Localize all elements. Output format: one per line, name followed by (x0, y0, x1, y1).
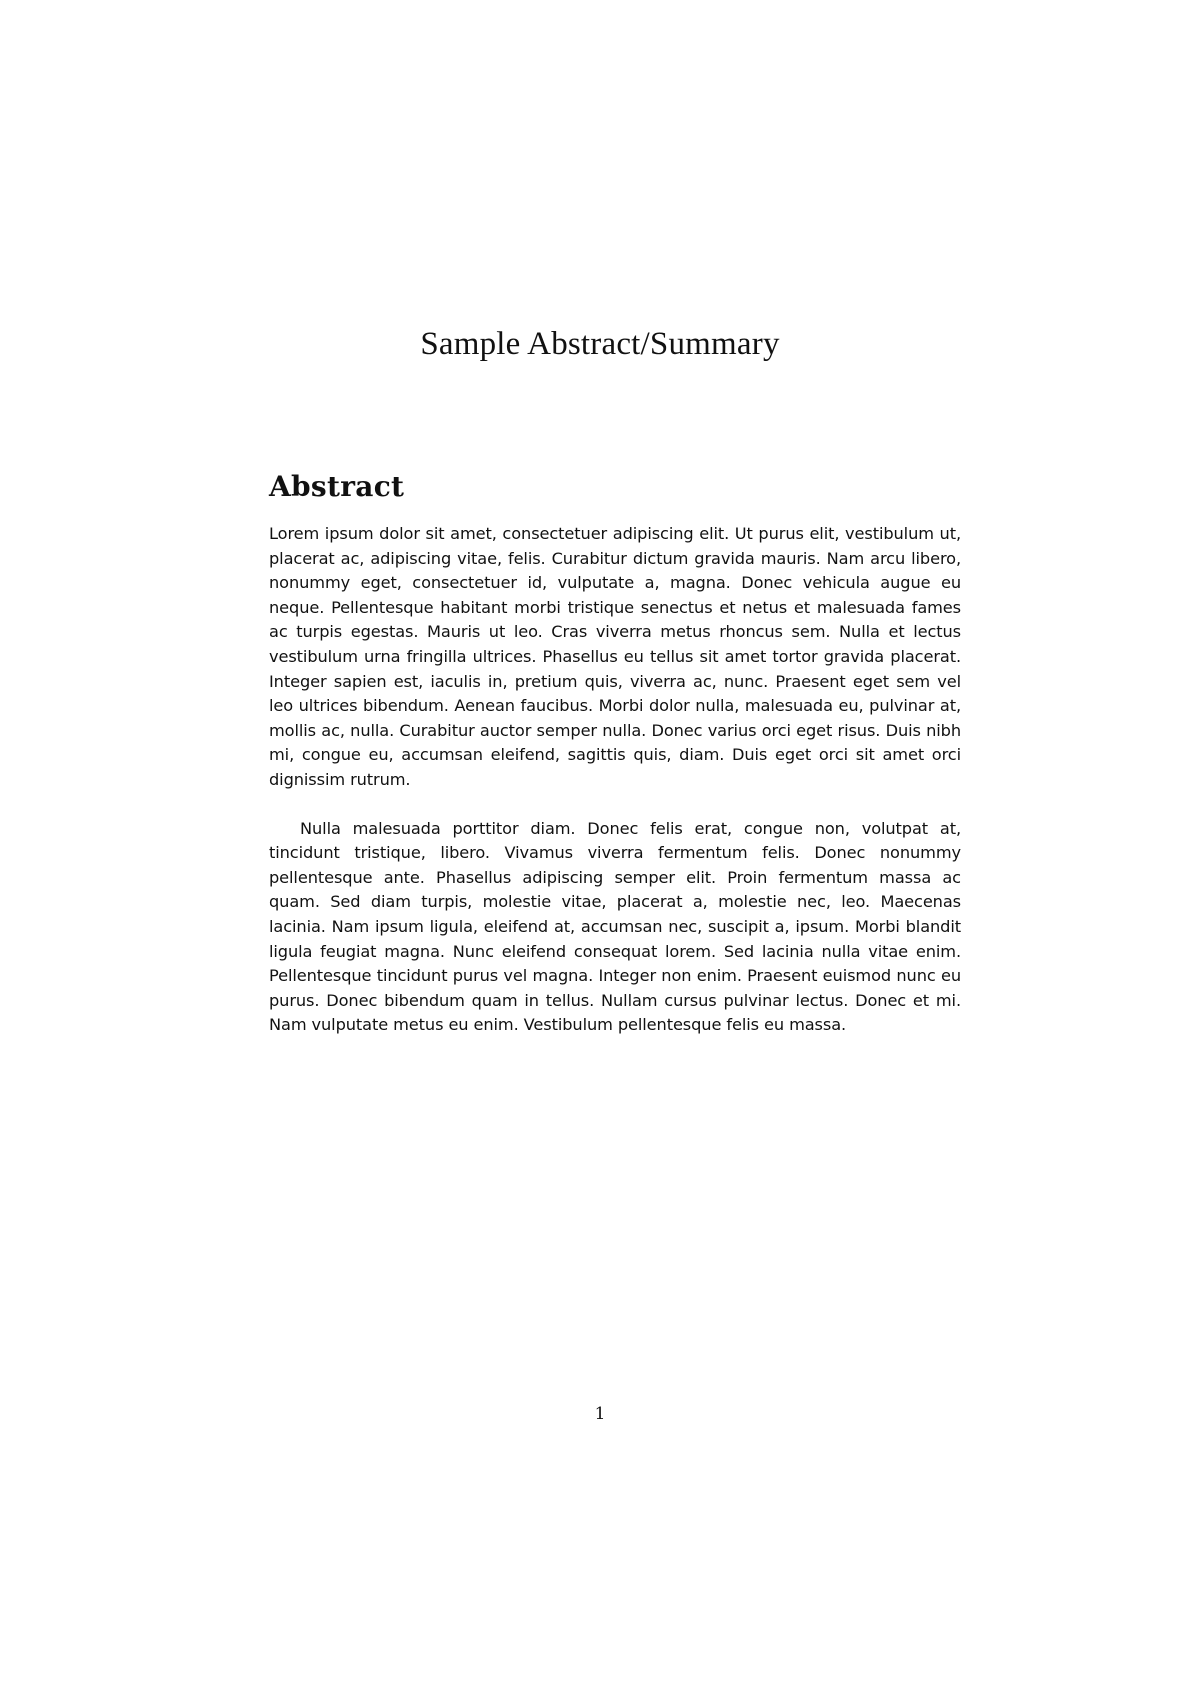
abstract-section (269, 470, 961, 1038)
page-number: 1 (594, 1404, 606, 1424)
document-title: Sample Abstract/Summary (420, 326, 780, 362)
abstract-paragraph-2: Nulla malesuada porttitor diam. Donec felis erat, congue non, volutpat at, tincidunt tristique, libero. Vivamus viverra fermentum felis. Donec nonummy pellentesque ante. Phasellus adipiscing semper elit. Proin fermentum massa ac quam. Sed diam turpis, molestie vitae, placerat a, molestie nec, leo. Maecenas lacinia. Nam ipsum ligula, eleifend at, accumsan nec, suscipit a, ipsum. Morbi blandit ligula feugiat magna. Nunc eleifend consequat lorem. Sed lacinia nulla vitae enim. Pellentesque tincidunt purus vel magna. Integer non enim. Praesent euismod nunc eu purus. Donec bibendum quam in tellus. Nullam cursus pulvinar lectus. Donec et mi. Nam vulputate metus eu enim. Vestibulum pellentesque felis eu massa. (269, 818, 961, 1035)
section-heading: Abstract (269, 470, 405, 503)
abstract-paragraph-1: Lorem ipsum dolor sit amet, consectetuer adipiscing elit. Ut purus elit, vestibulum ut, placerat ac, adipiscing vitae, felis. Curabitur dictum gravida mauris. Nam arcu libero, nonummy eget, consectetuer id, vulputate a, magna. Donec vehicula augue eu neque. Pellentesque habitant morbi tristique senectus et netus et malesuada fames ac turpis egestas. Mauris ut leo. Cras viverra metus rhoncus sem. Nulla et lectus vestibulum urna fringilla ultrices. Phasellus eu tellus sit amet tortor gravida placerat. Integer sapien est, iaculis in, pretium quis, viverra ac, nunc. Praesent eget sem vel leo ultrices bibendum. Aenean faucibus. Morbi dolor nulla, malesuada eu, pulvinar at, mollis ac, nulla. Curabitur auctor semper nulla. Donec varius orci eget risus. Duis nibh mi, congue eu, accumsan eleifend, sagittis quis, diam. Duis eget orci sit amet orci dignissim rutrum. (269, 524, 961, 789)
